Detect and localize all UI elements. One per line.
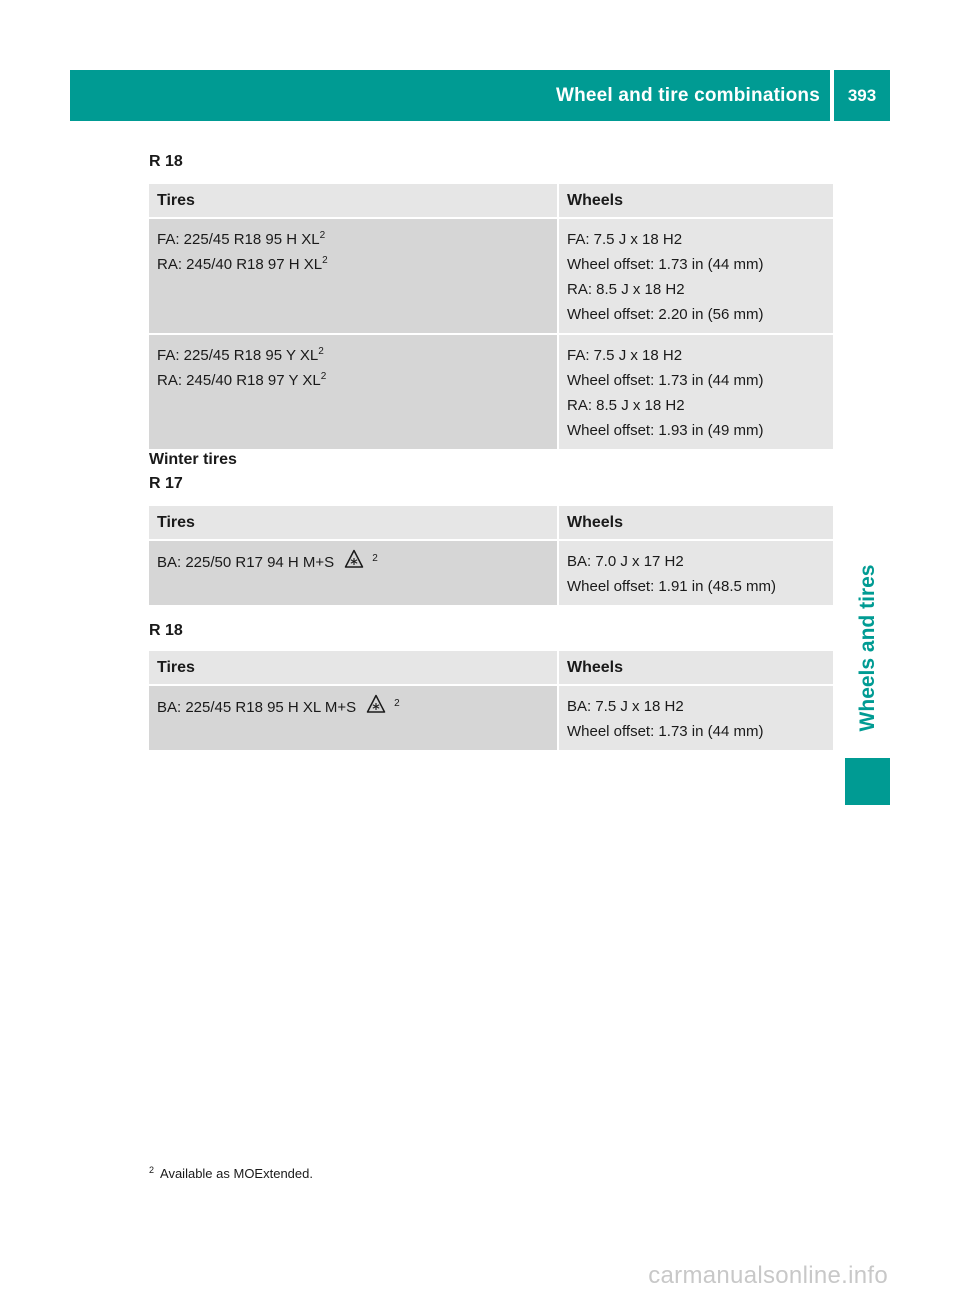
column-header-tires: Tires bbox=[149, 184, 559, 219]
subheading-r18: R 18 bbox=[149, 153, 183, 170]
subheading-r18-winter: R 18 bbox=[149, 622, 183, 639]
tire-spec: BA: 225/45 R18 95 H XL M+S $^2$ bbox=[157, 694, 549, 719]
tires-cell bbox=[149, 541, 559, 607]
tire-spec: FA: 225/45 R18 95 Y $XL^2$ bbox=[157, 346, 324, 364]
wheel-offset: Wheel offset: 1.73 in (44 mm) bbox=[567, 256, 764, 273]
tire-spec: RA: 245/40 R18 97 H $XL^2$ bbox=[157, 255, 328, 273]
wheels-cell bbox=[559, 686, 833, 752]
footnote-marker: 2 bbox=[149, 1164, 155, 1175]
footnote-ref: 2 bbox=[372, 552, 378, 564]
table-row bbox=[149, 219, 833, 335]
side-tab-marker bbox=[845, 758, 890, 805]
footnote-ref: 2 bbox=[319, 230, 326, 241]
table-row bbox=[149, 686, 833, 752]
table-row bbox=[149, 541, 833, 607]
wheel-spec: FA: 7.5 J x 18 H2 bbox=[567, 347, 683, 364]
wheel-spec: RA: 8.5 J x 18 H2 bbox=[567, 397, 685, 414]
footnote-ref: 2 bbox=[318, 346, 324, 357]
column-header-tires: Tires bbox=[149, 651, 559, 686]
table-header-row bbox=[149, 506, 833, 541]
header-bar bbox=[70, 70, 830, 121]
tires-cell bbox=[149, 686, 559, 752]
wheel-offset: Wheel offset: 1.93 in (49 mm) bbox=[567, 422, 764, 439]
tire-table-winter-r17 bbox=[149, 506, 833, 607]
footnote-ref: 2 bbox=[320, 371, 327, 382]
table-row bbox=[149, 335, 833, 451]
wheels-cell bbox=[559, 335, 833, 451]
table-header-row bbox=[149, 651, 833, 686]
wheel-spec: BA: 7.5 J x 18 H2 bbox=[567, 698, 684, 715]
snowflake-mountain-icon bbox=[344, 549, 364, 577]
wheels-cell bbox=[559, 219, 833, 335]
wheels-cell bbox=[559, 541, 833, 607]
chapter-title: Wheel and tire combinations bbox=[555, 85, 820, 106]
table-header-row bbox=[149, 184, 833, 219]
wheel-offset: Wheel offset: 1.73 in (44 mm) bbox=[567, 372, 764, 389]
wheel-offset: Wheel offset: 2.20 in (56 mm) bbox=[567, 306, 764, 323]
wheel-offset: Wheel offset: 1.91 in (48.5 mm) bbox=[567, 578, 776, 595]
footnote bbox=[149, 1166, 313, 1181]
footnote-text: Available as MOExtended. bbox=[160, 1166, 313, 1181]
tire-table-r18 bbox=[149, 184, 833, 451]
subheading-r17: R 17 bbox=[149, 475, 183, 492]
wheel-spec: BA: 7.0 J x 17 H2 bbox=[567, 553, 684, 570]
tires-cell bbox=[149, 335, 559, 451]
wheel-spec: RA: 8.5 J x 18 H2 bbox=[567, 281, 685, 298]
column-header-wheels: Wheels bbox=[559, 506, 833, 541]
wheel-offset: Wheel offset: 1.73 in (44 mm) bbox=[567, 723, 764, 740]
column-header-tires: Tires bbox=[149, 506, 559, 541]
tires-cell bbox=[149, 219, 559, 335]
tire-table-winter-r18 bbox=[149, 651, 833, 752]
footnote-ref: 2 bbox=[322, 255, 328, 266]
column-header-wheels: Wheels bbox=[559, 184, 833, 219]
tire-spec: FA: 225/45 R18 95 H $XL^2$ bbox=[157, 230, 326, 248]
footnote-ref: 2 bbox=[394, 697, 400, 709]
wheel-spec: FA: 7.5 J x 18 H2 bbox=[567, 231, 683, 248]
heading-winter-tires: Winter tires bbox=[149, 451, 237, 468]
tire-spec: BA: 225/50 R17 94 H M+S $^2$ bbox=[157, 549, 549, 574]
page-number: 393 bbox=[834, 70, 890, 121]
tire-spec: RA: 245/40 R18 97 Y $XL^2$ bbox=[157, 371, 327, 389]
side-tab-label: Wheels and tires bbox=[856, 564, 879, 732]
snowflake-mountain-icon bbox=[366, 694, 386, 722]
watermark: carmanualsonline.info bbox=[648, 1262, 888, 1289]
column-header-wheels: Wheels bbox=[559, 651, 833, 686]
